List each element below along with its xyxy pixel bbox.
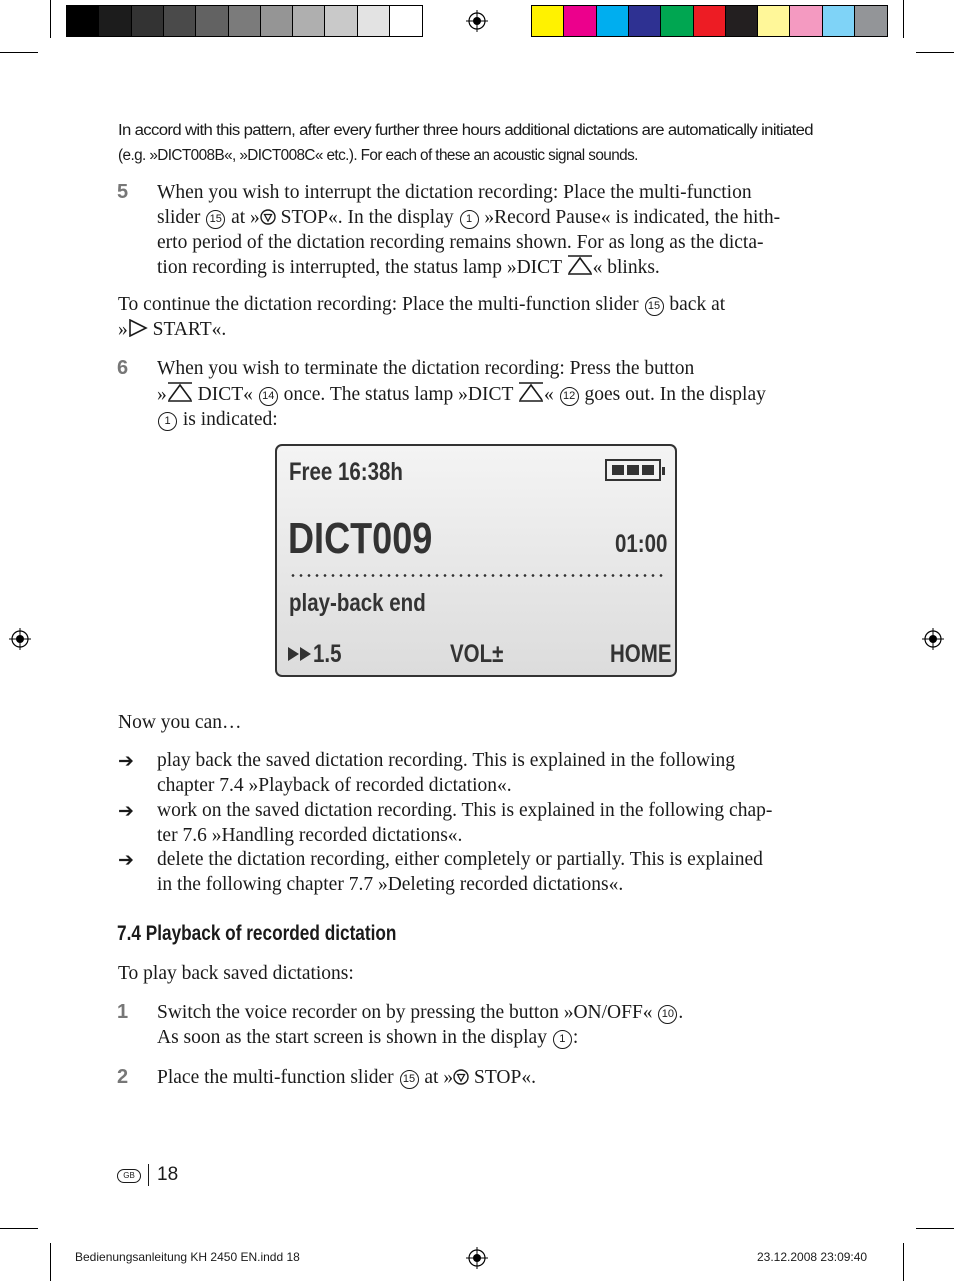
ref-1: 1 xyxy=(460,210,479,229)
now-you-can: Now you can… xyxy=(118,712,242,733)
step-number: 2 xyxy=(117,1066,129,1088)
text-line: Switch the voice recorder on by pressing the button »ON/OFF« 10 . xyxy=(157,1002,684,1023)
dict-icon xyxy=(567,255,593,275)
gray-swatch xyxy=(293,6,325,36)
section-intro: To play back saved dictations: xyxy=(118,963,354,984)
gray-swatch xyxy=(325,6,357,36)
footer-timestamp: 23.12.2008 23:09:40 xyxy=(757,1250,868,1264)
home-label: HOME xyxy=(610,640,672,668)
divider xyxy=(148,1164,149,1186)
text-line: When you wish to interrupt the dictation recording: Place the multi-function xyxy=(157,182,752,203)
crop-mark xyxy=(903,1243,904,1281)
crop-mark xyxy=(50,0,51,38)
stop-icon xyxy=(453,1069,469,1085)
step-6-text xyxy=(157,357,837,432)
color-swatch xyxy=(855,6,887,36)
text-line: 1 is indicated: xyxy=(157,408,837,433)
step-number: 6 xyxy=(117,357,129,379)
color-swatch xyxy=(726,6,758,36)
play-start-icon xyxy=(128,319,148,337)
text-line: in the following chapter 7.7 »Deleting recorded dictations«. xyxy=(157,873,624,895)
gray-swatch xyxy=(261,6,293,36)
crop-mark xyxy=(0,52,38,53)
gray-swatch xyxy=(67,6,99,36)
status-text: play-back end xyxy=(289,589,426,617)
registration-mark-icon xyxy=(9,628,31,650)
ref-10: 10 xyxy=(658,1005,677,1024)
color-swatch xyxy=(629,6,661,36)
registration-mark-icon xyxy=(466,10,488,32)
dotted-divider xyxy=(289,574,663,577)
note-paragraph xyxy=(118,118,838,168)
list-item xyxy=(157,799,837,849)
color-swatch xyxy=(790,6,822,36)
gray-swatch xyxy=(132,6,164,36)
color-swatch xyxy=(532,6,564,36)
text-line: play back the saved dictation recording. This is explained in the following xyxy=(157,750,735,771)
ref-15: 15 xyxy=(400,1070,419,1089)
gray-swatch xyxy=(196,6,228,36)
stop-icon xyxy=(260,209,276,225)
crop-mark xyxy=(0,1228,38,1229)
ref-12: 12 xyxy=(560,387,579,406)
gray-swatch xyxy=(358,6,390,36)
text-line: When you wish to terminate the dictation recording: Press the button xyxy=(157,358,695,379)
note-line: (e.g. »DICT008B«, »DICT008C« etc.). For each of these an acoustic signal sounds. xyxy=(118,147,638,164)
arrow-bullet-icon: ➔ xyxy=(118,849,134,871)
note-line: In accord with this pattern, after every further three hours additional dictations are automatically initiated xyxy=(118,122,813,139)
step-5-text xyxy=(157,181,837,281)
step-2-text: Place the multi-function slider 15 at » STOP«. xyxy=(157,1067,536,1088)
ref-14: 14 xyxy=(259,387,278,406)
dict-icon xyxy=(518,382,544,402)
crop-mark xyxy=(50,1243,51,1281)
color-swatch xyxy=(661,6,693,36)
text-line: ter 7.6 »Handling recorded dictations«. xyxy=(157,824,463,846)
text-line: chapter 7.4 »Playback of recorded dictation«. xyxy=(157,774,512,796)
dict-icon xyxy=(167,382,193,402)
volume-label: VOL± xyxy=(450,640,504,668)
text-line: » DICT« 14 once. The status lamp »DICT « 12 goes out. In the display xyxy=(157,383,766,405)
text-line: slider 15 at » STOP«. In the display 1 »Record Pause« is indicated, the hith- xyxy=(157,206,781,228)
language-badge: GB xyxy=(117,1169,141,1183)
crop-mark xyxy=(903,0,904,38)
color-swatch xyxy=(823,6,855,36)
gray-swatch xyxy=(99,6,131,36)
text-line: As soon as the start screen is shown in the display 1 : xyxy=(157,1026,579,1048)
ref-1: 1 xyxy=(553,1030,572,1049)
step-number: 1 xyxy=(117,1001,129,1023)
arrow-bullet-icon: ➔ xyxy=(118,800,134,822)
section-heading: 7.4 Playback of recorded dictation xyxy=(117,922,397,945)
text-line: delete the dictation recording, either completely or partially. This is explained xyxy=(157,849,763,870)
text-line: tion recording is interrupted, the status lamp »DICT « blinks. xyxy=(157,257,660,279)
crop-mark xyxy=(916,1228,954,1229)
page-number: 18 xyxy=(157,1164,179,1185)
footer-filename: Bedienungsanleitung KH 2450 EN.indd 18 xyxy=(75,1250,300,1264)
file-name: DICT009 xyxy=(288,514,433,563)
step-1-text xyxy=(157,1001,837,1051)
gray-swatch xyxy=(390,6,422,36)
gray-swatch xyxy=(164,6,196,36)
gray-swatch xyxy=(229,6,261,36)
color-swatch xyxy=(597,6,629,36)
text-line: erto period of the dictation recording remains shown. For as long as the dicta- xyxy=(157,231,764,253)
battery-icon xyxy=(605,459,661,481)
ref-15: 15 xyxy=(206,210,225,229)
speed-value: 1.5 xyxy=(313,640,342,668)
ref-15: 15 xyxy=(645,297,664,316)
free-time-label: Free 16:38h xyxy=(289,458,403,486)
step-number: 5 xyxy=(117,181,129,203)
ref-1: 1 xyxy=(158,412,177,431)
arrow-bullet-icon: ➔ xyxy=(118,750,134,772)
color-swatch xyxy=(564,6,596,36)
list-item xyxy=(157,749,837,799)
list-item xyxy=(157,848,837,898)
elapsed-time: 01:00 xyxy=(615,530,668,558)
color-swatch xyxy=(694,6,726,36)
text-line: » START«. xyxy=(118,318,227,340)
color-swatch xyxy=(758,6,790,36)
continue-paragraph xyxy=(118,293,838,343)
text-line: work on the saved dictation recording. This is explained in the following chap- xyxy=(157,800,773,821)
fast-forward-icon xyxy=(288,647,312,661)
crop-mark xyxy=(916,52,954,53)
device-display xyxy=(275,444,677,677)
text-line: To continue the dictation recording: Place the multi-function slider 15 back at xyxy=(118,294,726,315)
registration-mark-icon xyxy=(466,1247,488,1269)
registration-mark-icon xyxy=(922,628,944,650)
